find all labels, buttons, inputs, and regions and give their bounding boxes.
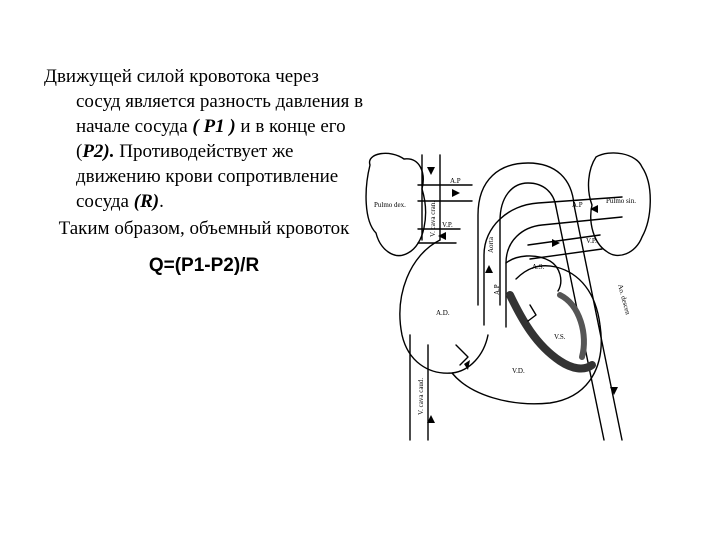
left-ventricle-wall bbox=[560, 295, 584, 357]
p1-symbol: ( P1 ) bbox=[192, 116, 236, 137]
label-pulmo-sin: Pulmo sin. bbox=[606, 197, 636, 205]
p2-symbol: P2). bbox=[82, 141, 115, 162]
slide-text bbox=[44, 64, 364, 278]
right-atrium-outline bbox=[400, 240, 488, 373]
label-vena-cava-caud: V. cava caud. bbox=[417, 377, 425, 415]
label-vs: V.S. bbox=[554, 333, 566, 341]
p1-text-d: . bbox=[159, 191, 164, 212]
p1-text-b: и в конце его ( bbox=[76, 116, 346, 162]
aorta-arch-outline bbox=[478, 163, 574, 305]
label-ap-vertical: A.P bbox=[493, 284, 501, 295]
definition-paragraph bbox=[44, 64, 364, 214]
arrow-icon bbox=[452, 189, 460, 197]
label-ap-left: A.P bbox=[450, 177, 461, 185]
mitral-valve bbox=[528, 305, 536, 321]
arrow-icon bbox=[485, 265, 493, 273]
label-ao-descen: Ao. descen bbox=[616, 283, 632, 316]
label-vena-cava-cran: V. cava cran. bbox=[429, 200, 437, 237]
label-vd: V.D. bbox=[512, 367, 525, 375]
heart-circulation-diagram bbox=[360, 145, 660, 445]
p1-text-a: Движущей силой кровотока через сосуд является разность давления в начале сосуда bbox=[44, 66, 364, 137]
label-ad: A.D. bbox=[436, 309, 450, 317]
label-vp-left: V.P. bbox=[442, 221, 453, 229]
heart-outline bbox=[452, 266, 601, 404]
pulmonary-artery-right-vessel bbox=[418, 185, 472, 201]
pulmonary-trunk-outline bbox=[484, 197, 622, 327]
conclusion-paragraph: Таким образом, объемный кровоток bbox=[58, 218, 350, 239]
arrow-icon bbox=[438, 232, 446, 240]
label-vp-right: V.P. bbox=[586, 237, 597, 245]
p1-text-c: Противодействует же движению крови сопротивление сосуда bbox=[76, 141, 339, 212]
arrow-icon bbox=[610, 387, 618, 395]
r-symbol: (R) bbox=[133, 191, 160, 212]
label-aorta: Aorta bbox=[487, 237, 495, 253]
tricuspid-valve bbox=[456, 345, 468, 365]
label-ap-right: A.P bbox=[572, 201, 583, 209]
label-as: A.S. bbox=[532, 263, 545, 271]
left-atrium-outline bbox=[506, 256, 561, 291]
flow-formula: Q=(P1-P2)/R bbox=[148, 255, 260, 276]
arrow-icon bbox=[427, 167, 435, 175]
label-pulmo-dex: Pulmo dex. bbox=[374, 201, 406, 209]
